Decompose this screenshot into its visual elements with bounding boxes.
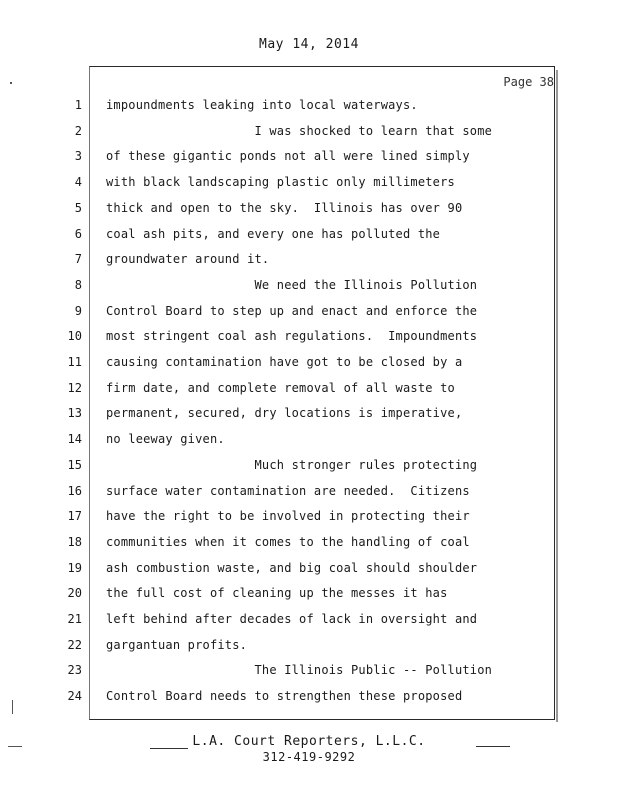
line-number: 6 <box>74 226 82 241</box>
page-number: Page 38 <box>503 75 554 89</box>
line-text: of these gigantic ponds not all were lined simply <box>106 149 470 164</box>
line-text: impoundments leaking into local waterways. <box>106 98 418 112</box>
line-number: 8 <box>74 277 82 292</box>
header-date: May 14, 2014 <box>259 37 359 52</box>
line-text: coal ash pits, and every one has polluted the <box>106 226 441 241</box>
line-text: We need the Illinois Pollution <box>106 277 478 292</box>
line-text: with black landscaping plastic only millimeters <box>106 175 455 190</box>
line-text: permanent, secured, dry locations is imperative, <box>106 406 463 421</box>
line-text: left behind after decades of lack in oversight and <box>106 612 478 626</box>
line-text: no leeway given. <box>106 432 225 447</box>
line-text: communities when it comes to the handling of coal <box>106 534 470 549</box>
line-number: 21 <box>67 612 82 626</box>
line-number: 20 <box>67 586 82 601</box>
line-number: 19 <box>67 560 82 575</box>
line-number: 12 <box>67 380 82 395</box>
line-text: the full cost of cleaning up the messes it has <box>106 586 448 601</box>
scan-mark <box>10 82 12 84</box>
line-number: 23 <box>67 663 82 678</box>
line-text: Control Board to step up and enact and enforce the <box>106 303 478 318</box>
scan-mark <box>12 700 13 714</box>
line-number: 4 <box>74 175 82 190</box>
footer-phone: 312-419-9292 <box>262 750 356 764</box>
line-text: firm date, and complete removal of all waste to <box>106 380 455 395</box>
line-number: 22 <box>67 637 82 652</box>
line-number: 9 <box>74 303 82 318</box>
line-text: most stringent coal ash regulations. Impoundments <box>106 329 478 344</box>
line-text: The Illinois Public -- Pollution <box>106 663 493 678</box>
line-text: causing contamination have got to be closed by a <box>106 355 463 369</box>
line-text: Much stronger rules protecting <box>106 457 478 472</box>
line-text: ash combustion waste, and big coal should shoulder <box>106 560 478 575</box>
line-text: I was shocked to learn that some <box>106 123 493 138</box>
line-number: 13 <box>67 406 82 421</box>
line-number: 17 <box>67 509 82 524</box>
scan-mark <box>8 746 22 747</box>
line-number: 15 <box>67 457 82 472</box>
line-text: surface water contamination are needed. Citizens <box>106 483 470 498</box>
line-number: 2 <box>74 123 82 138</box>
line-text: have the right to be involved in protecting their <box>106 509 470 524</box>
line-number: 7 <box>74 252 82 267</box>
line-text: gargantuan profits. <box>106 637 248 652</box>
footer-company: L.A. Court Reporters, L.L.C. <box>192 734 426 749</box>
line-number: 5 <box>74 200 82 215</box>
line-number: 24 <box>67 689 82 704</box>
line-number: 11 <box>67 355 82 369</box>
line-number: 16 <box>67 483 82 498</box>
line-number: 18 <box>67 534 82 549</box>
line-number: 3 <box>74 149 82 164</box>
line-number: 14 <box>67 432 82 447</box>
frame-shadow <box>556 70 558 722</box>
line-text: thick and open to the sky. Illinois has over 90 <box>106 200 463 215</box>
line-text: groundwater around it. <box>106 252 270 267</box>
line-number: 1 <box>74 98 82 112</box>
line-text: Control Board needs to strengthen these proposed <box>106 689 463 704</box>
line-number: 10 <box>67 329 82 344</box>
